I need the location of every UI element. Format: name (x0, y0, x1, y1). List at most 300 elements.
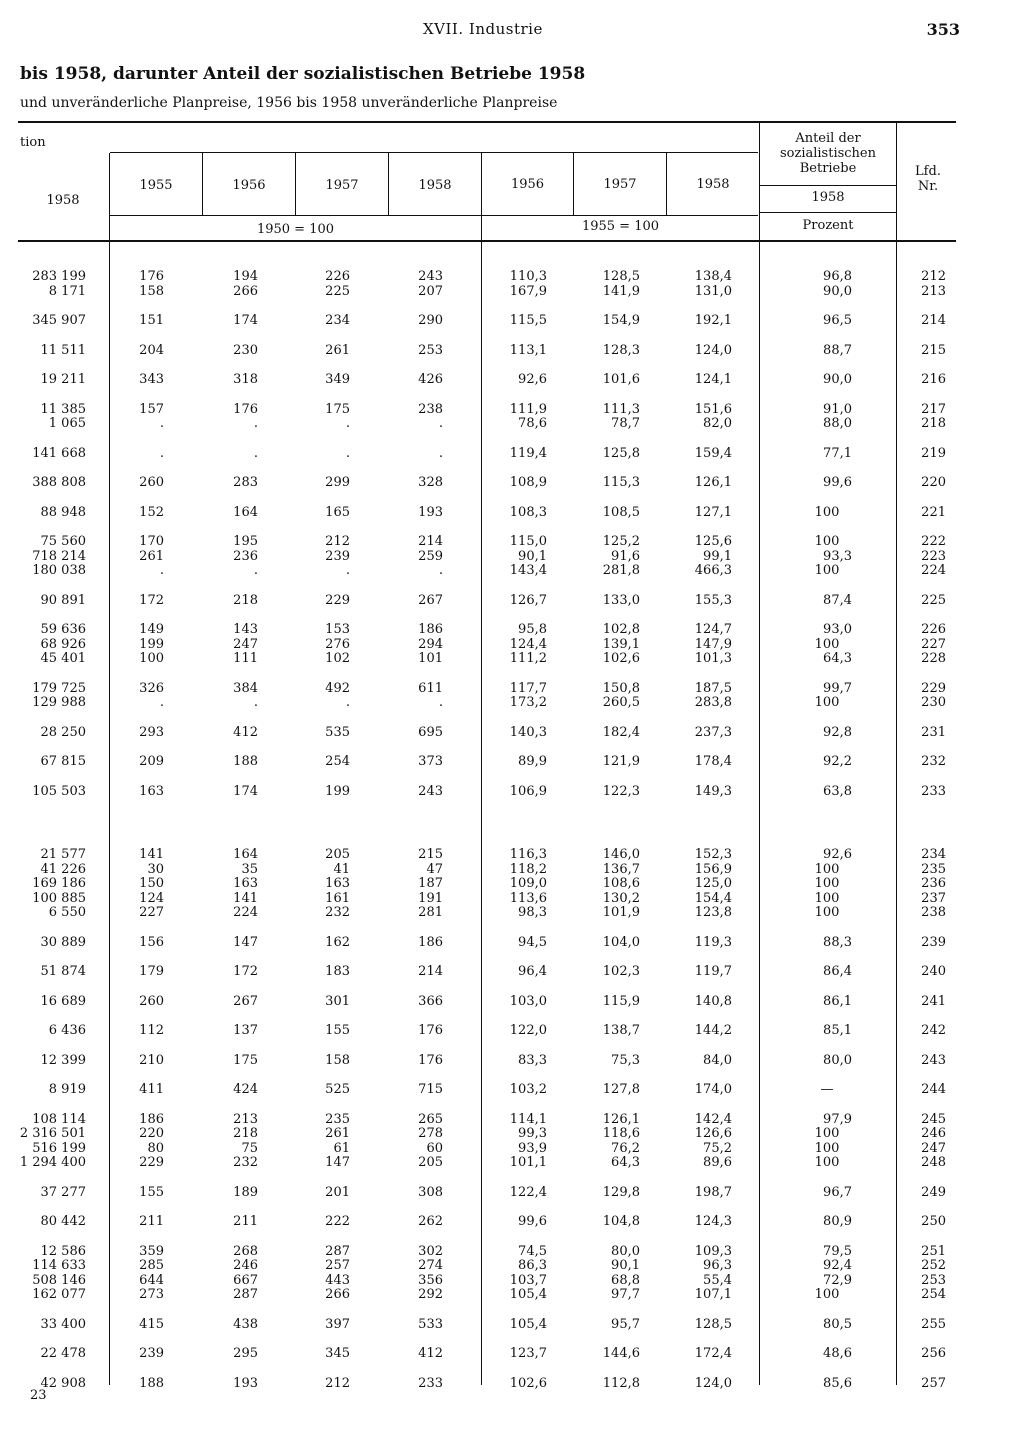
table-cell: 139,1 (602, 636, 640, 652)
table-cell: 257 (325, 1258, 350, 1273)
table-cell: 412 (418, 1346, 443, 1361)
table-cell: 87,4 (823, 592, 852, 608)
table-cell: 124 (139, 890, 164, 906)
table-cell: 170 (139, 534, 164, 549)
table-cell: 105 503 (32, 783, 86, 799)
table-cell: 172,4 (694, 1346, 732, 1361)
table-cell: 100 (814, 504, 840, 520)
table-cell: 41 226 (40, 861, 86, 877)
table-cell: 250 (921, 1214, 946, 1229)
table-cell: 243 (418, 783, 443, 799)
table-cell: 83,3 (518, 1052, 547, 1068)
table-cell: 100 (814, 890, 840, 906)
table-cell: 294 (418, 636, 443, 652)
table-cell: 85,1 (823, 1023, 852, 1038)
table-cell: 443 (325, 1272, 350, 1288)
table-cell: 154,4 (694, 890, 732, 906)
table-cell: 45 401 (40, 651, 86, 666)
table-cell: . (253, 445, 258, 461)
table-cell: 438 (233, 1316, 258, 1332)
table-cell: 343 (139, 372, 164, 387)
table-cell: 265 (418, 1111, 443, 1127)
table-cell: 227 (921, 636, 946, 652)
table-cell: 290 (418, 313, 443, 328)
table-cell: 535 (325, 724, 350, 740)
table-cell: 93,3 (823, 548, 852, 564)
table-cell: 162 077 (32, 1287, 86, 1302)
table-cell: 41 (333, 861, 350, 877)
table-cell: 283 199 (32, 269, 86, 284)
table-cell: 16 689 (40, 993, 86, 1009)
table-cell: 100 885 (32, 890, 86, 906)
table-cell: 259 (418, 548, 443, 564)
table-cell: 142,4 (694, 1111, 732, 1127)
table-cell: 224 (233, 905, 258, 920)
table-cell: 101 (418, 651, 443, 666)
table-cell: 123,8 (694, 905, 732, 920)
table-cell: . (345, 695, 350, 710)
table-cell: 129,8 (602, 1184, 640, 1200)
table-cell: 103,2 (509, 1082, 547, 1097)
table-cell: 179 725 (32, 680, 86, 696)
table-cell: 126,1 (694, 475, 732, 490)
table-cell: 415 (139, 1316, 164, 1332)
table-cell: 90,1 (611, 1258, 640, 1273)
table-cell: 131,0 (694, 283, 732, 299)
table-cell: 93,9 (518, 1140, 547, 1156)
header-year-1958: 1958 (418, 178, 452, 193)
table-cell: 174 (233, 313, 258, 328)
table-cell: 30 (147, 861, 164, 877)
header-anteil: Anteil der sozialistischen Betriebe (779, 131, 876, 176)
table-cell: 295 (233, 1346, 258, 1361)
table-cell: 124,4 (509, 636, 547, 652)
header-bottom-rule (18, 240, 956, 242)
table-cell: 102 (325, 651, 350, 666)
table-cell: 100 (814, 876, 840, 891)
table-cell: 221 (921, 504, 946, 520)
table-cell: 147 (325, 1155, 350, 1170)
table-cell: 215 (418, 847, 443, 862)
table-cell: 292 (418, 1287, 443, 1302)
table-cell: 222 (921, 534, 946, 549)
table-cell: 6 550 (48, 905, 86, 920)
table-cell: 28 250 (40, 724, 86, 740)
table-cell: 101,6 (602, 372, 640, 387)
table-cell: 74,5 (518, 1243, 547, 1259)
table-cell: 198,7 (694, 1184, 732, 1200)
table-cell: 232 (233, 1155, 258, 1170)
table-cell: 205 (418, 1155, 443, 1170)
table-cell: . (345, 416, 350, 431)
table-cell: 216 (921, 372, 946, 387)
table-cell: 193 (418, 504, 443, 520)
table-cell: 172 (139, 592, 164, 608)
table-cell: 117,7 (509, 680, 547, 696)
table-cell: 127,1 (694, 504, 732, 520)
table-cell: 223 (921, 548, 946, 564)
table-cell: 251 (921, 1243, 946, 1259)
table-cell: 123,7 (509, 1346, 547, 1361)
table-cell: 126,1 (602, 1111, 640, 1127)
page-number: 353 (926, 20, 960, 39)
table-cell: 225 (921, 592, 946, 608)
table-cell: 299 (325, 475, 350, 490)
table-cell: 100 (814, 563, 840, 578)
table-cell: 100 (814, 695, 840, 710)
table-cell: 238 (921, 905, 946, 920)
table-cell: 261 (325, 342, 350, 358)
table-cell: 63,8 (823, 783, 852, 799)
table-cell: 715 (418, 1082, 443, 1097)
table-cell: 274 (418, 1258, 443, 1273)
table-cell: 118,6 (602, 1126, 640, 1141)
table-cell: 209 (139, 754, 164, 769)
table-cell: 100 (139, 651, 164, 666)
table-cell: 96,4 (518, 964, 547, 979)
table-cell: 163 (325, 876, 350, 891)
table-cell: 155,3 (694, 592, 732, 608)
table-cell: 411 (139, 1082, 164, 1097)
table-cell: 188 (139, 1375, 164, 1391)
table-cell: 172 (233, 964, 258, 979)
table-cell: 186 (418, 622, 443, 637)
table-cell: 141,9 (602, 283, 640, 299)
table-cell: 86,4 (823, 964, 852, 979)
table-cell: 162 (325, 934, 350, 950)
table-cell: 90,1 (518, 548, 547, 564)
table-cell: 102,6 (509, 1375, 547, 1391)
table-cell: 247 (233, 636, 258, 652)
table-cell: 151,6 (694, 401, 732, 417)
table-cell: 180 038 (32, 563, 86, 578)
table-cell: 217 (921, 401, 946, 417)
table-cell: 91,0 (823, 401, 852, 417)
table-cell: 186 (418, 934, 443, 950)
table-cell: 249 (921, 1184, 946, 1200)
table-cell: 178,4 (694, 754, 732, 769)
table-cell: 157 (139, 401, 164, 417)
col-rule (109, 153, 110, 1385)
table-cell: 256 (921, 1346, 946, 1361)
table-cell: 125,2 (602, 534, 640, 549)
table-cell: 187 (418, 876, 443, 891)
table-cell: 182,4 (602, 724, 640, 740)
table-cell: 611 (418, 680, 443, 696)
table-cell: 266 (325, 1287, 350, 1302)
table-cell: 119,7 (694, 964, 732, 979)
table-cell: 235 (921, 861, 946, 877)
table-cell: 173,2 (509, 695, 547, 710)
table-cell: 100 (814, 534, 840, 549)
sub-rule-years (110, 152, 758, 153)
table-cell: 210 (139, 1052, 164, 1068)
table-cell: 211 (139, 1214, 164, 1229)
table-cell: 75,2 (703, 1140, 732, 1156)
table-cell: 98,3 (518, 905, 547, 920)
table-cell: 19 211 (40, 372, 86, 387)
table-cell: 89,6 (703, 1155, 732, 1170)
col-rule (759, 123, 760, 1385)
table-cell: 88,3 (823, 934, 852, 950)
table-cell: 144,6 (602, 1346, 640, 1361)
table-cell: 165 (325, 504, 350, 520)
table-cell: 6 436 (48, 1023, 86, 1038)
header-year-1955: 1955 (139, 178, 173, 193)
table-cell: 109,0 (509, 876, 547, 891)
header-anteil-year: 1958 (811, 190, 845, 205)
table-cell: 126,6 (694, 1126, 732, 1141)
table-cell: 144,2 (694, 1023, 732, 1038)
table-cell: 287 (325, 1243, 350, 1259)
table-cell: 239 (325, 548, 350, 564)
table-cell: 37 277 (40, 1184, 86, 1200)
table-cell: 140,3 (509, 724, 547, 740)
header-year-1956: 1956 (232, 178, 266, 193)
header-year-1956-b: 1956 (510, 177, 545, 192)
table-cell: 130,2 (602, 890, 640, 906)
table-cell: 261 (325, 1126, 350, 1141)
table-cell: — (820, 1082, 834, 1097)
table-cell: 111,2 (509, 651, 547, 666)
table-cell: . (159, 445, 164, 461)
table-cell: 156 (139, 934, 164, 950)
sub-rule-prozent (760, 212, 896, 213)
table-cell: 247 (921, 1140, 946, 1156)
table-cell: 126,7 (509, 592, 547, 608)
table-cell: . (438, 416, 443, 431)
table-cell: 167,9 (509, 283, 547, 299)
table-cell: 195 (233, 534, 258, 549)
table-cell: 141 (233, 890, 258, 906)
table-cell: 169 186 (32, 876, 86, 891)
table-cell: 141 668 (32, 445, 86, 461)
table-cell: 174,0 (694, 1082, 732, 1097)
table-cell: 111,3 (602, 401, 640, 417)
table-cell: 138,7 (602, 1023, 640, 1038)
table-cell: 233 (921, 783, 946, 799)
table-cell: 373 (418, 754, 443, 769)
table-cell: 119,3 (694, 934, 732, 950)
header-year-1958-b: 1958 (696, 177, 730, 192)
table-cell: 115,0 (509, 534, 547, 549)
table-cell: 242 (921, 1023, 946, 1038)
table-cell: 77,1 (823, 445, 852, 461)
table-cell: 115,5 (509, 313, 547, 328)
table-cell: 152 (139, 504, 164, 520)
table-cell: 78,6 (518, 416, 547, 431)
table-cell: . (159, 563, 164, 578)
table-cell: 64,3 (823, 651, 852, 666)
table-cell: 525 (325, 1082, 350, 1097)
table-cell: 232 (325, 905, 350, 920)
table-cell: 96,5 (823, 313, 852, 328)
table-cell: 308 (418, 1184, 443, 1200)
table-cell: 1 065 (48, 416, 86, 431)
table-cell: 90 891 (40, 592, 86, 608)
table-cell: 187,5 (694, 680, 732, 696)
table-cell: 268 (233, 1243, 258, 1259)
table-cell: 384 (233, 680, 258, 696)
table-cell: 108,9 (509, 475, 547, 490)
table-cell: 213 (233, 1111, 258, 1127)
table-cell: 128,5 (602, 269, 640, 284)
table-cell: 214 (921, 313, 946, 328)
table-cell: 207 (418, 283, 443, 299)
table-cell: 193 (233, 1375, 258, 1391)
table-cell: 119,4 (509, 445, 547, 461)
table-cell: 8 171 (48, 283, 86, 299)
table-cell: 267 (418, 592, 443, 608)
table-cell: 124,0 (694, 1375, 732, 1391)
table-cell: 108,3 (509, 504, 547, 520)
table-cell: 151 (139, 313, 164, 328)
table-cell: 283 (233, 475, 258, 490)
table-cell: 147,9 (694, 636, 732, 652)
table-cell: 205 (325, 847, 350, 862)
table-cell: 718 214 (32, 548, 86, 564)
table-cell: 86,3 (518, 1258, 547, 1273)
table-cell: 248 (921, 1155, 946, 1170)
table-cell: 79,5 (823, 1243, 852, 1259)
table-cell: 466,3 (694, 563, 732, 578)
table-cell: 239 (921, 934, 946, 950)
table-cell: 244 (921, 1082, 946, 1097)
table-cell: 215 (921, 342, 946, 358)
table-cell: 80,0 (611, 1243, 640, 1259)
table-cell: 102,6 (602, 651, 640, 666)
table-cell: 267 (233, 993, 258, 1009)
table-cell: 80 (147, 1140, 164, 1156)
table-cell: 302 (418, 1243, 443, 1259)
table-cell: 143,4 (509, 563, 547, 578)
table-cell: 111 (233, 651, 258, 666)
table-cell: 214 (418, 964, 443, 979)
table-cell: 96,7 (823, 1184, 852, 1200)
table-cell: 99,6 (518, 1214, 547, 1229)
table-cell: 68,8 (611, 1272, 640, 1288)
table-cell: 147 (233, 934, 258, 950)
table-cell: 237,3 (694, 724, 732, 740)
table-cell: 253 (921, 1272, 946, 1288)
table-cell: 153 (325, 622, 350, 637)
table-cell: 222 (325, 1214, 350, 1229)
table-cell: 109,3 (694, 1243, 732, 1259)
table-cell: 118,2 (509, 861, 547, 877)
table-cell: 80,5 (823, 1316, 852, 1332)
table-cell: 111,9 (509, 401, 547, 417)
table-cell: 12 399 (40, 1052, 86, 1068)
table-cell: 287 (233, 1287, 258, 1302)
table-cell: 125,0 (694, 876, 732, 891)
table-cell: 61 (333, 1140, 350, 1156)
table-cell: 345 907 (32, 313, 86, 328)
table-cell: 253 (418, 342, 443, 358)
table-cell: 243 (921, 1052, 946, 1068)
table-cell: 388 808 (32, 475, 86, 490)
table-cell: 158 (139, 283, 164, 299)
table-cell: 112 (139, 1023, 164, 1038)
table-cell: 146,0 (602, 847, 640, 862)
table-cell: 281,8 (602, 563, 640, 578)
table-cell: 149,3 (694, 783, 732, 799)
table-cell: 99,1 (703, 548, 732, 564)
table-cell: 113,6 (509, 890, 547, 906)
table-cell: 281 (418, 905, 443, 920)
table-cell: 88 948 (40, 504, 86, 520)
table-cell: 21 577 (40, 847, 86, 862)
table-cell: 124,3 (694, 1214, 732, 1229)
table-cell: 152,3 (694, 847, 732, 862)
table-cell: 175 (233, 1052, 258, 1068)
table-cell: 99,3 (518, 1126, 547, 1141)
sub-rule-anteil (760, 185, 896, 186)
table-cell: 112,8 (602, 1375, 640, 1391)
table-cell: 75 560 (40, 534, 86, 549)
table-cell: 234 (325, 313, 350, 328)
table-cell: 110,3 (509, 269, 547, 284)
table-cell: 89,9 (518, 754, 547, 769)
header-year-1957-b: 1957 (603, 177, 637, 192)
table-cell: 108 114 (32, 1111, 86, 1127)
table-cell: 255 (921, 1316, 946, 1332)
table-cell: 254 (921, 1287, 946, 1302)
table-cell: 102,3 (602, 964, 640, 979)
table-cell: 236 (233, 548, 258, 564)
table-cell: 104,0 (602, 934, 640, 950)
table-cell: 90,0 (823, 283, 852, 299)
table-cell: 283,8 (694, 695, 732, 710)
table-cell: 667 (233, 1272, 258, 1288)
table-cell: 183 (325, 964, 350, 979)
table-cell: 163 (233, 876, 258, 891)
table-cell: 75 (241, 1140, 258, 1156)
footer-number: 23 (30, 1388, 47, 1403)
table-cell: . (159, 416, 164, 431)
table-cell: 92,8 (823, 724, 852, 740)
table-cell: . (159, 695, 164, 710)
table-cell: 424 (233, 1082, 258, 1097)
table-cell: 156,9 (694, 861, 732, 877)
table-cell: 211 (233, 1214, 258, 1229)
table-cell: 92,2 (823, 754, 852, 769)
table-cell: 186 (139, 1111, 164, 1127)
table-cell: 99,6 (823, 475, 852, 490)
table-cell: 124,7 (694, 622, 732, 637)
table-cell: 86,1 (823, 993, 852, 1009)
table-cell: 236 (921, 876, 946, 891)
table-cell: 241 (921, 993, 946, 1009)
table-cell: 189 (233, 1184, 258, 1200)
table-cell: 218 (233, 592, 258, 608)
table-cell: 194 (233, 269, 258, 284)
table-cell: 94,5 (518, 934, 547, 950)
table-cell: 104,8 (602, 1214, 640, 1229)
table-cell: 76,2 (611, 1140, 640, 1156)
table-cell: 231 (921, 724, 946, 740)
table-cell: 508 146 (32, 1272, 86, 1288)
table-cell: 234 (921, 847, 946, 862)
table-cell: 225 (325, 283, 350, 299)
table-cell: 278 (418, 1126, 443, 1141)
table-cell: 48,6 (823, 1346, 852, 1361)
table-cell: 55,4 (703, 1272, 732, 1288)
table-cell: 226 (921, 622, 946, 637)
table-cell: 92,6 (823, 847, 852, 862)
table-cell: 59 636 (40, 622, 86, 637)
table-cell: 108,6 (602, 876, 640, 891)
table-cell: 84,0 (703, 1052, 732, 1068)
